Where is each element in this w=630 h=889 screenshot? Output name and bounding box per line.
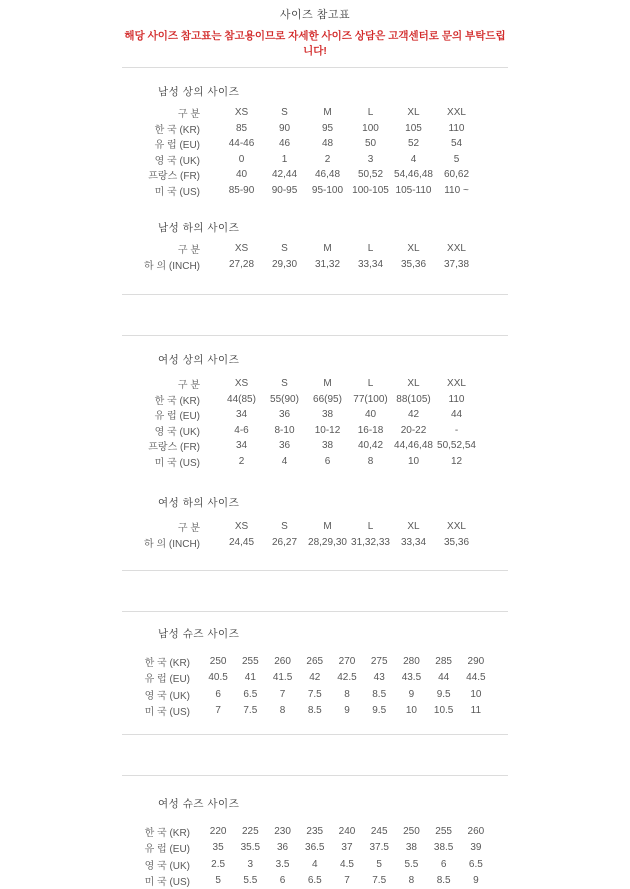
table-cell: 12	[435, 454, 478, 470]
table-cell: -	[435, 423, 478, 439]
column-header: XL	[392, 105, 435, 121]
table-cell: 6.5	[299, 873, 331, 889]
table-cell: 8.5	[428, 873, 460, 889]
table-cell: 10-12	[306, 423, 349, 439]
table-cell: 0	[220, 152, 263, 168]
table-cell: 46	[263, 136, 306, 152]
table-cell: 255	[428, 823, 460, 840]
row-label: 미 국 (US)	[122, 703, 202, 720]
table-row	[122, 167, 478, 183]
table-cell: 230	[266, 823, 298, 840]
section-mens-bottom	[122, 220, 508, 272]
row-label: 미 국 (US)	[122, 183, 220, 199]
table-header-row	[122, 241, 478, 257]
table-cell: 85-90	[220, 183, 263, 199]
table-cell: 46,48	[306, 167, 349, 183]
table-cell: 77(100)	[349, 392, 392, 408]
table-cell: 235	[299, 823, 331, 840]
table-cell: 4-6	[220, 423, 263, 439]
row-label: 한 국 (KR)	[122, 823, 202, 840]
table-cell: 2	[220, 454, 263, 470]
table-cell: 44	[428, 670, 460, 687]
table-cell: 5.5	[234, 873, 266, 889]
table-cell: 5	[202, 873, 234, 889]
column-header: XL	[392, 519, 435, 535]
table-cell: 8	[266, 703, 298, 720]
size-reference-page	[122, 0, 508, 889]
table-cell: 6	[266, 873, 298, 889]
divider	[122, 67, 508, 68]
table-cell: 43	[363, 670, 395, 687]
table-cell: 90	[263, 121, 306, 137]
table-cell: 38	[395, 840, 427, 857]
divider	[122, 335, 508, 336]
table-cell: 100	[349, 121, 392, 137]
row-label: 하 의 (INCH)	[122, 535, 220, 551]
mens-top-table	[122, 105, 478, 198]
table-cell: 7.5	[234, 703, 266, 720]
table-cell: 31,32	[306, 257, 349, 273]
row-label: 구 분	[122, 519, 220, 535]
table-cell: 54,46,48	[392, 167, 435, 183]
table-cell: 40.5	[202, 670, 234, 687]
column-header: M	[306, 376, 349, 392]
table-cell: 110 ~	[435, 183, 478, 199]
divider	[122, 775, 508, 776]
row-label: 프랑스 (FR)	[122, 438, 220, 454]
section-womens-bottom	[122, 495, 508, 550]
table-cell: 42.5	[331, 670, 363, 687]
table-cell: 5.5	[395, 856, 427, 873]
table-header-row	[122, 105, 478, 121]
table-cell: 7	[331, 873, 363, 889]
table-cell: 35.5	[234, 840, 266, 857]
table-cell: 44.5	[460, 670, 492, 687]
column-header: XS	[220, 241, 263, 257]
table-cell: 42,44	[263, 167, 306, 183]
table-row	[122, 257, 478, 273]
table-cell: 36.5	[299, 840, 331, 857]
table-cell: 10.5	[428, 703, 460, 720]
section-title: 남성 상의 사이즈	[158, 84, 508, 99]
column-header: XL	[392, 376, 435, 392]
column-header: XS	[220, 376, 263, 392]
column-header: M	[306, 241, 349, 257]
table-cell: 4	[263, 454, 306, 470]
table-cell: 8	[349, 454, 392, 470]
row-label: 한 국 (KR)	[122, 653, 202, 670]
table-cell: 27,28	[220, 257, 263, 273]
table-cell: 250	[202, 653, 234, 670]
table-cell: 35,36	[435, 535, 478, 551]
column-header: M	[306, 105, 349, 121]
page-title: 사이즈 참고표	[122, 0, 508, 22]
table-cell: 8.5	[363, 686, 395, 703]
table-cell: 33,34	[349, 257, 392, 273]
table-cell: 7	[202, 703, 234, 720]
table-cell: 220	[202, 823, 234, 840]
table-cell: 10	[395, 703, 427, 720]
column-header: XXL	[435, 241, 478, 257]
table-cell: 55(90)	[263, 392, 306, 408]
table-cell: 2.5	[202, 856, 234, 873]
table-cell: 7.5	[363, 873, 395, 889]
row-label: 유 럽 (EU)	[122, 136, 220, 152]
table-cell: 42	[299, 670, 331, 687]
table-cell: 38	[306, 407, 349, 423]
table-cell: 44,46,48	[392, 438, 435, 454]
warning-text: 해당 사이즈 참고표는 참고용이므로 자세한 사이즈 상담은 고객센터로 문의 부탁드립니다!	[122, 28, 508, 58]
table-cell: 41	[234, 670, 266, 687]
row-label: 유 럽 (EU)	[122, 407, 220, 423]
table-cell: 7.5	[299, 686, 331, 703]
table-cell: 280	[395, 653, 427, 670]
table-cell: 6.5	[234, 686, 266, 703]
row-label: 영 국 (UK)	[122, 856, 202, 873]
mens-bottom-table	[122, 241, 478, 272]
table-cell: 16-18	[349, 423, 392, 439]
table-cell: 6.5	[460, 856, 492, 873]
table-cell: 250	[395, 823, 427, 840]
column-header: XL	[392, 241, 435, 257]
table-row	[122, 136, 478, 152]
womens-top-table	[122, 376, 478, 469]
table-row	[122, 535, 478, 551]
table-cell: 50,52,54	[435, 438, 478, 454]
table-cell: 285	[428, 653, 460, 670]
table-cell: 95	[306, 121, 349, 137]
table-cell: 225	[234, 823, 266, 840]
table-cell: 3	[349, 152, 392, 168]
table-cell: 2	[306, 152, 349, 168]
table-cell: 28,29,30	[306, 535, 349, 551]
section-title: 여성 하의 사이즈	[158, 495, 508, 510]
table-cell: 37.5	[363, 840, 395, 857]
table-cell: 34	[220, 407, 263, 423]
table-cell: 26,27	[263, 535, 306, 551]
section-title: 여성 슈즈 사이즈	[158, 796, 508, 811]
section-title: 남성 슈즈 사이즈	[158, 626, 508, 641]
table-cell: 37,38	[435, 257, 478, 273]
table-cell: 4	[299, 856, 331, 873]
table-row	[122, 121, 478, 137]
section-womens-top	[122, 352, 508, 469]
table-cell: 105-110	[392, 183, 435, 199]
section-womens-shoes	[122, 796, 508, 889]
row-label: 영 국 (UK)	[122, 423, 220, 439]
table-cell: 5	[435, 152, 478, 168]
table-cell: 50,52	[349, 167, 392, 183]
row-label: 프랑스 (FR)	[122, 167, 220, 183]
table-cell: 40,42	[349, 438, 392, 454]
row-label: 구 분	[122, 105, 220, 121]
table-cell: 34	[220, 438, 263, 454]
row-label: 구 분	[122, 241, 220, 257]
column-header: XS	[220, 519, 263, 535]
section-mens-top	[122, 84, 508, 198]
table-cell: 240	[331, 823, 363, 840]
table-cell: 42	[392, 407, 435, 423]
row-label: 한 국 (KR)	[122, 121, 220, 137]
table-cell: 35	[202, 840, 234, 857]
table-cell: 44	[435, 407, 478, 423]
table-cell: 38	[306, 438, 349, 454]
table-cell: 270	[331, 653, 363, 670]
table-cell: 40	[220, 167, 263, 183]
table-row	[122, 873, 492, 889]
table-cell: 31,32,33	[349, 535, 392, 551]
table-cell: 4	[392, 152, 435, 168]
table-cell: 3	[234, 856, 266, 873]
table-cell: 9	[395, 686, 427, 703]
mens-shoes-table	[122, 653, 492, 719]
table-cell: 3.5	[266, 856, 298, 873]
row-label: 영 국 (UK)	[122, 152, 220, 168]
womens-bottom-table	[122, 519, 478, 550]
table-row	[122, 407, 478, 423]
table-row	[122, 653, 492, 670]
column-header: S	[263, 376, 306, 392]
row-label: 하 의 (INCH)	[122, 257, 220, 273]
table-cell: 9	[331, 703, 363, 720]
section-mens-shoes	[122, 626, 508, 719]
table-cell: 36	[263, 407, 306, 423]
table-cell: 4.5	[331, 856, 363, 873]
table-cell: 105	[392, 121, 435, 137]
section-title: 남성 하의 사이즈	[158, 220, 508, 235]
table-row	[122, 703, 492, 720]
column-header: L	[349, 105, 392, 121]
table-cell: 9.5	[428, 686, 460, 703]
table-row	[122, 423, 478, 439]
table-cell: 36	[266, 840, 298, 857]
table-cell: 6	[428, 856, 460, 873]
table-cell: 1	[263, 152, 306, 168]
row-label: 구 분	[122, 376, 220, 392]
table-header-row	[122, 519, 478, 535]
table-cell: 41.5	[266, 670, 298, 687]
table-row	[122, 840, 492, 857]
table-row	[122, 392, 478, 408]
table-cell: 43.5	[395, 670, 427, 687]
table-cell: 7	[266, 686, 298, 703]
womens-shoes-table	[122, 823, 492, 889]
table-cell: 11	[460, 703, 492, 720]
row-label: 미 국 (US)	[122, 873, 202, 889]
table-row	[122, 686, 492, 703]
table-cell: 8	[331, 686, 363, 703]
table-cell: 52	[392, 136, 435, 152]
row-label: 영 국 (UK)	[122, 686, 202, 703]
table-cell: 88(105)	[392, 392, 435, 408]
table-cell: 9.5	[363, 703, 395, 720]
row-label: 유 럽 (EU)	[122, 840, 202, 857]
divider	[122, 734, 508, 735]
table-cell: 66(95)	[306, 392, 349, 408]
column-header: XXL	[435, 519, 478, 535]
row-label: 한 국 (KR)	[122, 392, 220, 408]
column-header: L	[349, 241, 392, 257]
table-header-row	[122, 376, 478, 392]
divider	[122, 570, 508, 571]
table-row	[122, 183, 478, 199]
table-row	[122, 454, 478, 470]
table-cell: 260	[460, 823, 492, 840]
table-row	[122, 856, 492, 873]
table-row	[122, 670, 492, 687]
table-cell: 29,30	[263, 257, 306, 273]
section-title: 여성 상의 사이즈	[158, 352, 508, 367]
table-row	[122, 152, 478, 168]
table-cell: 33,34	[392, 535, 435, 551]
table-cell: 38.5	[428, 840, 460, 857]
table-cell: 54	[435, 136, 478, 152]
table-cell: 20-22	[392, 423, 435, 439]
table-cell: 6	[306, 454, 349, 470]
table-cell: 6	[202, 686, 234, 703]
table-cell: 48	[306, 136, 349, 152]
table-row	[122, 823, 492, 840]
column-header: L	[349, 519, 392, 535]
column-header: L	[349, 376, 392, 392]
table-cell: 290	[460, 653, 492, 670]
table-cell: 245	[363, 823, 395, 840]
column-header: S	[263, 241, 306, 257]
table-cell: 95-100	[306, 183, 349, 199]
table-cell: 100-105	[349, 183, 392, 199]
table-cell: 260	[266, 653, 298, 670]
row-label: 미 국 (US)	[122, 454, 220, 470]
column-header: S	[263, 105, 306, 121]
table-cell: 39	[460, 840, 492, 857]
table-cell: 8.5	[299, 703, 331, 720]
table-cell: 255	[234, 653, 266, 670]
table-row	[122, 438, 478, 454]
table-cell: 35,36	[392, 257, 435, 273]
table-cell: 8	[395, 873, 427, 889]
table-cell: 24,45	[220, 535, 263, 551]
row-label: 유 럽 (EU)	[122, 670, 202, 687]
table-cell: 90-95	[263, 183, 306, 199]
table-cell: 37	[331, 840, 363, 857]
table-cell: 60,62	[435, 167, 478, 183]
table-cell: 10	[392, 454, 435, 470]
column-header: XXL	[435, 105, 478, 121]
table-cell: 40	[349, 407, 392, 423]
table-cell: 275	[363, 653, 395, 670]
table-cell: 10	[460, 686, 492, 703]
table-cell: 265	[299, 653, 331, 670]
table-cell: 8-10	[263, 423, 306, 439]
table-cell: 36	[263, 438, 306, 454]
column-header: S	[263, 519, 306, 535]
divider	[122, 294, 508, 295]
table-cell: 9	[460, 873, 492, 889]
table-cell: 110	[435, 121, 478, 137]
table-cell: 44-46	[220, 136, 263, 152]
table-cell: 85	[220, 121, 263, 137]
table-cell: 5	[363, 856, 395, 873]
column-header: XS	[220, 105, 263, 121]
table-cell: 110	[435, 392, 478, 408]
column-header: XXL	[435, 376, 478, 392]
divider	[122, 611, 508, 612]
table-cell: 44(85)	[220, 392, 263, 408]
table-cell: 50	[349, 136, 392, 152]
column-header: M	[306, 519, 349, 535]
